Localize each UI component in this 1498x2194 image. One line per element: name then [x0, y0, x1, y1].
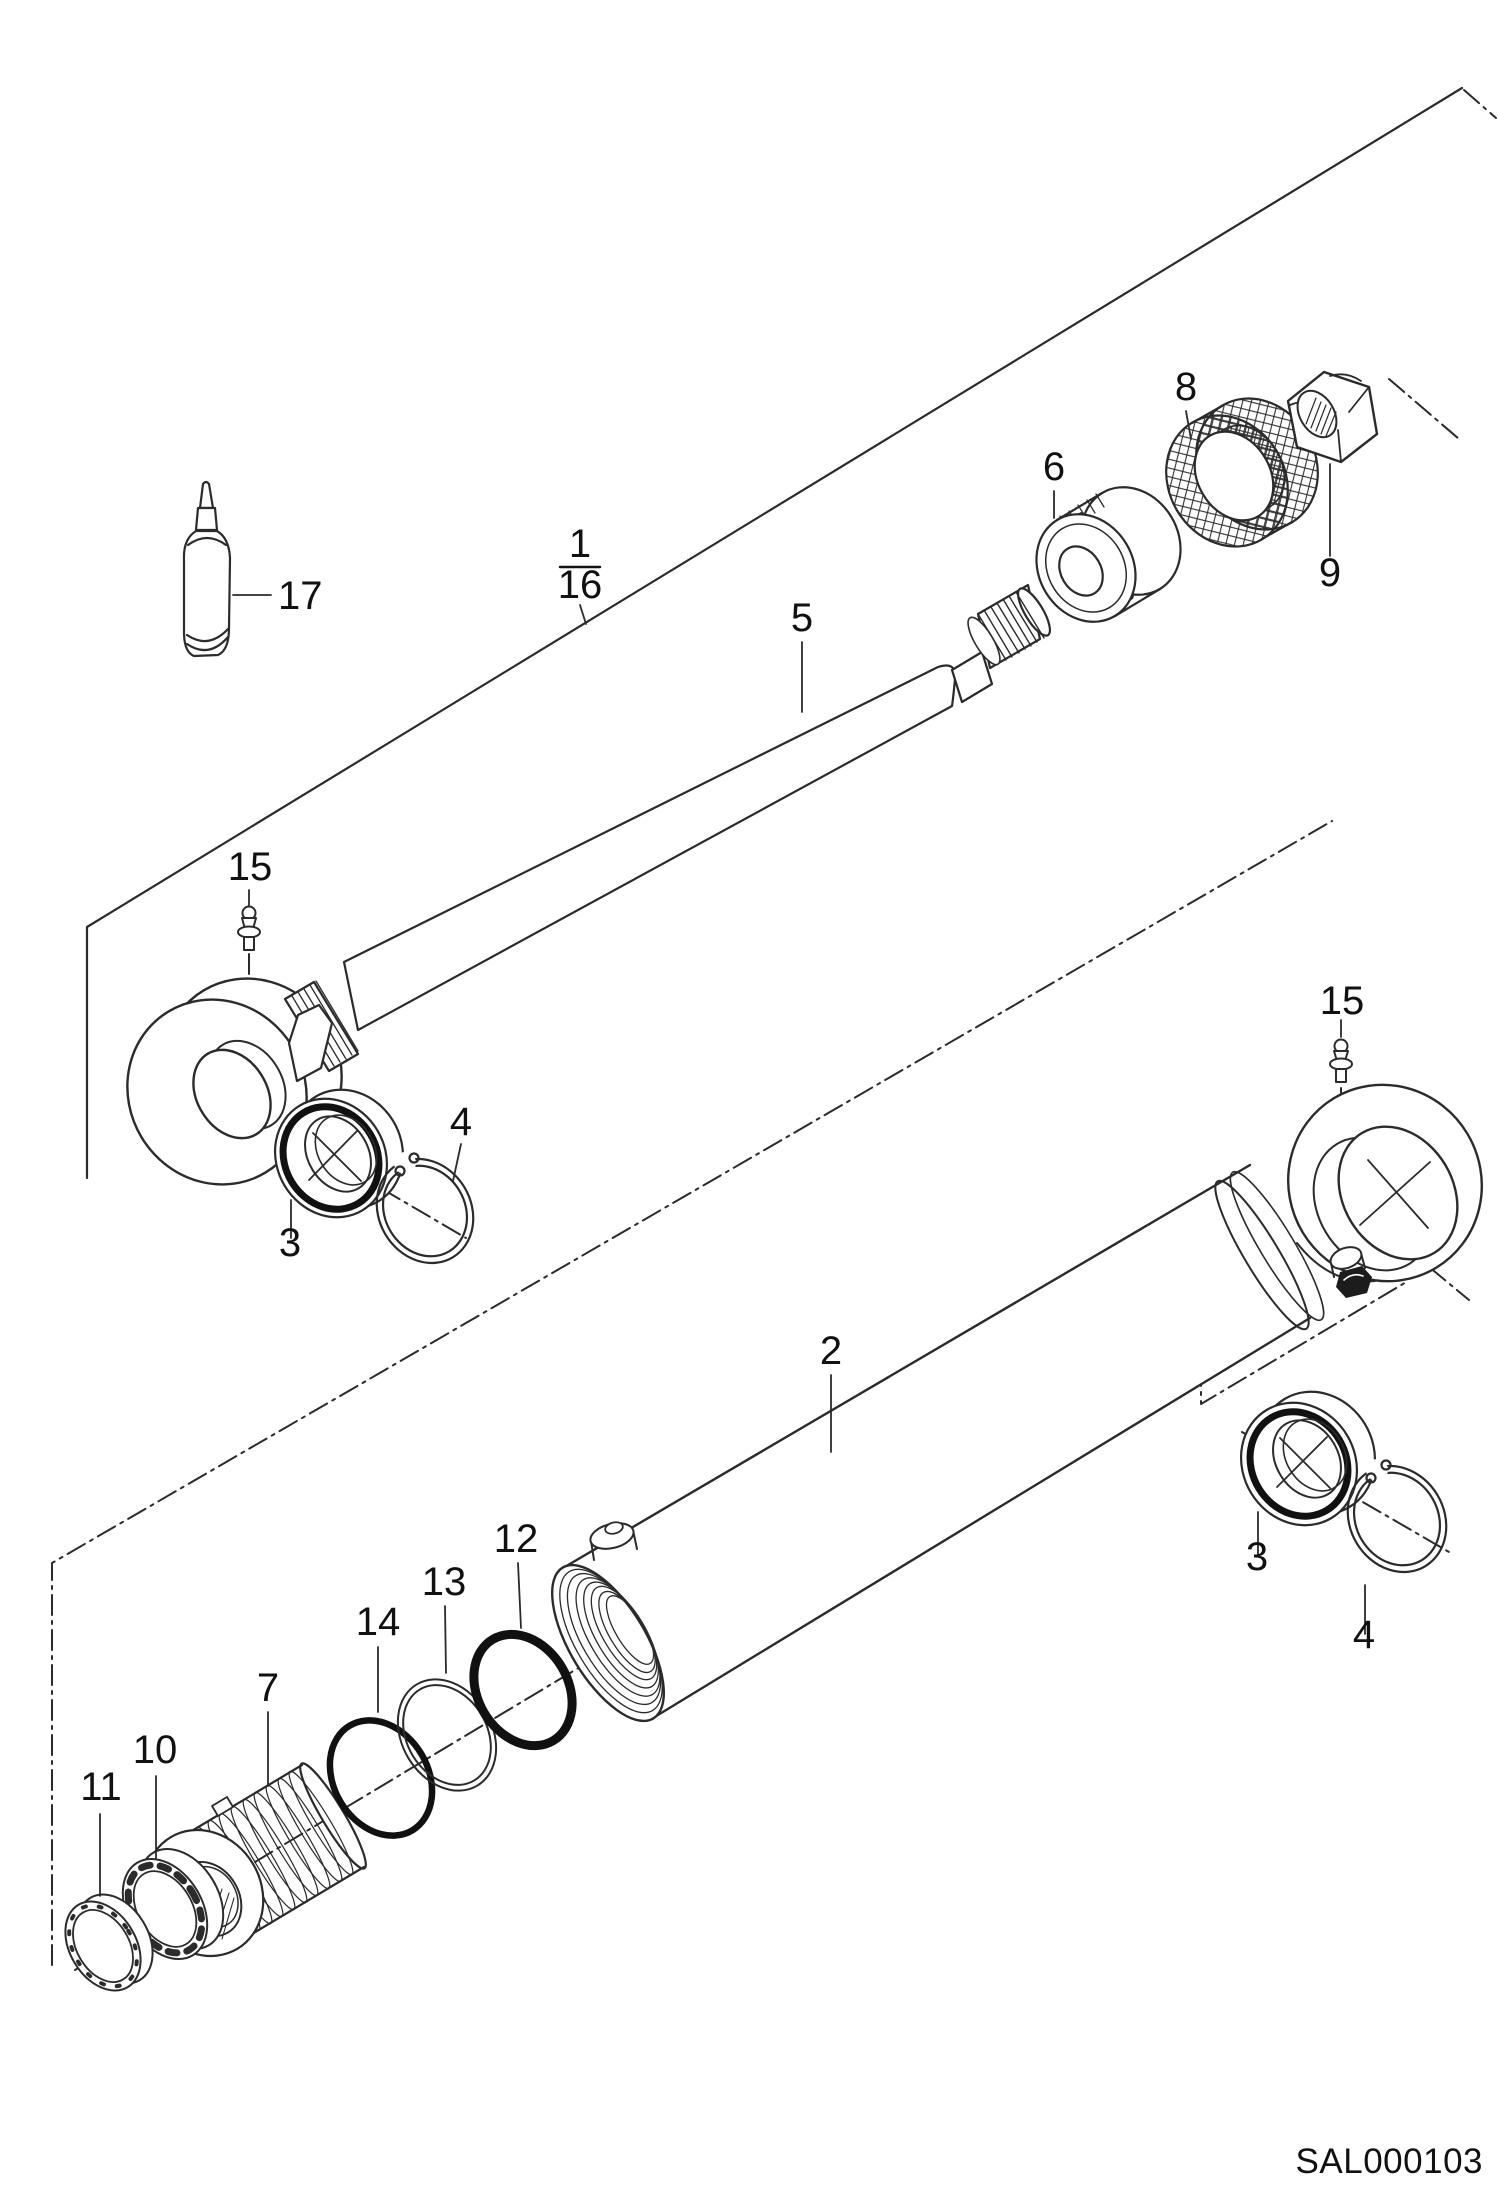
part-9-lock-nut	[1288, 372, 1377, 462]
part-13-backup-ring	[378, 1661, 516, 1808]
rod-shank	[344, 666, 955, 1031]
callout-15-label: 15	[1319, 979, 1365, 1023]
callout-3-label: 3	[278, 1221, 302, 1265]
rod-collar-and-flat	[285, 981, 358, 1081]
callout-13-label: 13	[421, 1560, 467, 1604]
callout-12-label: 12	[493, 1517, 539, 1561]
barrel-tube-mask	[563, 1165, 1310, 1718]
callout-13-leader	[445, 1606, 446, 1673]
callout-5-label: 5	[790, 596, 814, 640]
callout-2-label: 2	[819, 1329, 843, 1373]
callout-4-leader	[453, 1144, 461, 1181]
zerk-stem	[244, 937, 254, 950]
assembly-label-1-16	[558, 522, 603, 624]
callout-17-label: 17	[278, 574, 323, 618]
callout-8-label: 8	[1174, 365, 1198, 409]
part-15-grease-fitting-bottom	[1330, 1040, 1352, 1083]
drawing-code: SAL000103	[1295, 2142, 1483, 2181]
bottle-tip	[200, 482, 213, 508]
assembly-label-leader	[580, 605, 586, 624]
callout-9-label: 9	[1318, 551, 1342, 595]
part-3-seal-barrel-end	[1219, 1370, 1398, 1547]
boundary-dashdot-top-right	[1464, 90, 1496, 118]
callout-12-leader	[518, 1563, 521, 1628]
callout-4-label: 4	[449, 1100, 473, 1144]
callout-14-label: 14	[355, 1600, 401, 1644]
callout-4-label: 4	[1352, 1613, 1376, 1657]
zerk-stem	[1336, 1069, 1346, 1082]
callout-11-label: 11	[80, 1765, 122, 1809]
part-17-bottle	[184, 482, 230, 656]
zerk-hex	[1330, 1059, 1352, 1070]
assembly-label-denominator: 16	[557, 563, 603, 607]
zerk-hex	[238, 927, 260, 938]
callout-10-label: 10	[132, 1728, 178, 1772]
boundary-dashdot-nut-stub	[1389, 379, 1459, 439]
callout-15-label: 15	[227, 845, 273, 889]
callout-7-label: 7	[256, 1666, 280, 1710]
bottle-neck	[196, 508, 217, 530]
callout-6-label: 6	[1042, 445, 1066, 489]
callout-3-label: 3	[1245, 1535, 1269, 1579]
assembly-label-numerator: 1	[568, 522, 592, 566]
part-5-piston-rod	[344, 584, 1056, 1030]
part-15-grease-fitting-top	[238, 907, 260, 951]
gland-flange-notch	[212, 1797, 233, 1816]
